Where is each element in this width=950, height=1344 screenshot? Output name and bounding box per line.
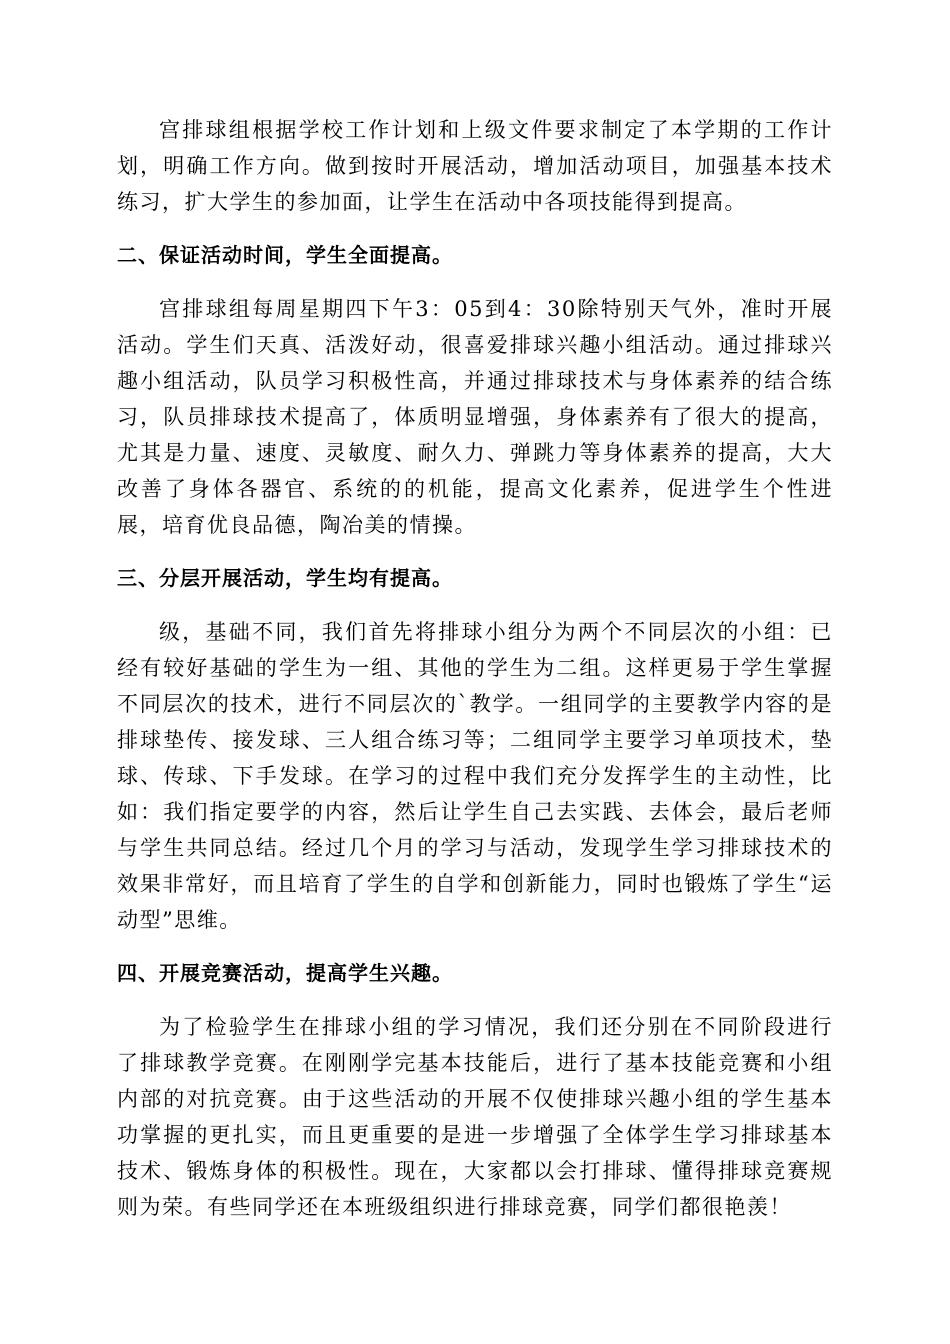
document-page	[117, 112, 833, 1225]
paragraph-intro: 宫排球组根据学校工作计划和上级文件要求制定了本学期的工作计划，明确工作方向。做到按时开展活动，增加活动项目，加强基本技术练习，扩大学生的参加面，让学生在活动中各项技能得到提高。	[117, 118, 833, 214]
paragraph-section-4: 为了检验学生在排球小组的学习情况，我们还分别在不同阶段进行了排球教学竞赛。在刚刚学完基本技能后，进行了基本技能竞赛和小组内部的对抗竞赛。由于这些活动的开展不仅使排球兴趣小组的学生基本功掌握的更扎实，而且更重要的是进一步增强了全体学生学习排球基本技术、锻炼身体的积极性。现在，大家都以会打排球、懂得排球竞赛规则为荣。有些同学还在本班级组织进行排球竞赛，同学们都很艳羡！	[117, 1015, 833, 1219]
section-heading-3: 三、分层开展活动，学生均有提高。	[117, 566, 453, 590]
section-heading-2: 二、保证活动时间，学生全面提高。	[117, 243, 453, 267]
paragraph-section-2: 宫排球组每周星期四下午3：05到4：30除特别天气外，准时开展活动。学生们天真、活泼好动，很喜爱排球兴趣小组活动。通过排球兴趣小组活动，队员学习积极性高，并通过排球技术与身体素养的结合练习，队员排球技术提高了，体质明显增强，身体素养有了很大的提高，尤其是力量、速度、灵敏度、耐久力、弹跳力等身体素养的提高，大大改善了身体各器官、系统的的机能，提高文化素养，促进学生个性进展，培育优良品德，陶冶美的情操。	[117, 297, 833, 537]
paragraph-section-3: 级，基础不同，我们首先将排球小组分为两个不同层次的小组：已经有较好基础的学生为一组、其他的学生为二组。这样更易于学生掌握不同层次的技术，进行不同层次的`教学。一组同学的主要教学内容的是排球垫传、接发球、三人组合练习等；二组同学主要学习单项技术，垫球、传球、下手发球。在学习的过程中我们充分发挥学生的主动性，比如：我们指定要学的内容，然后让学生自己去实践、去体会，最后老师与学生共同总结。经过几个月的学习与活动，发现学生学习排球技术的效果非常好，而且培育了学生的自学和创新能力，同时也锻炼了学生“运动型”思维。	[117, 620, 833, 932]
section-heading-4: 四、开展竞赛活动，提高学生兴趣。	[117, 961, 453, 985]
